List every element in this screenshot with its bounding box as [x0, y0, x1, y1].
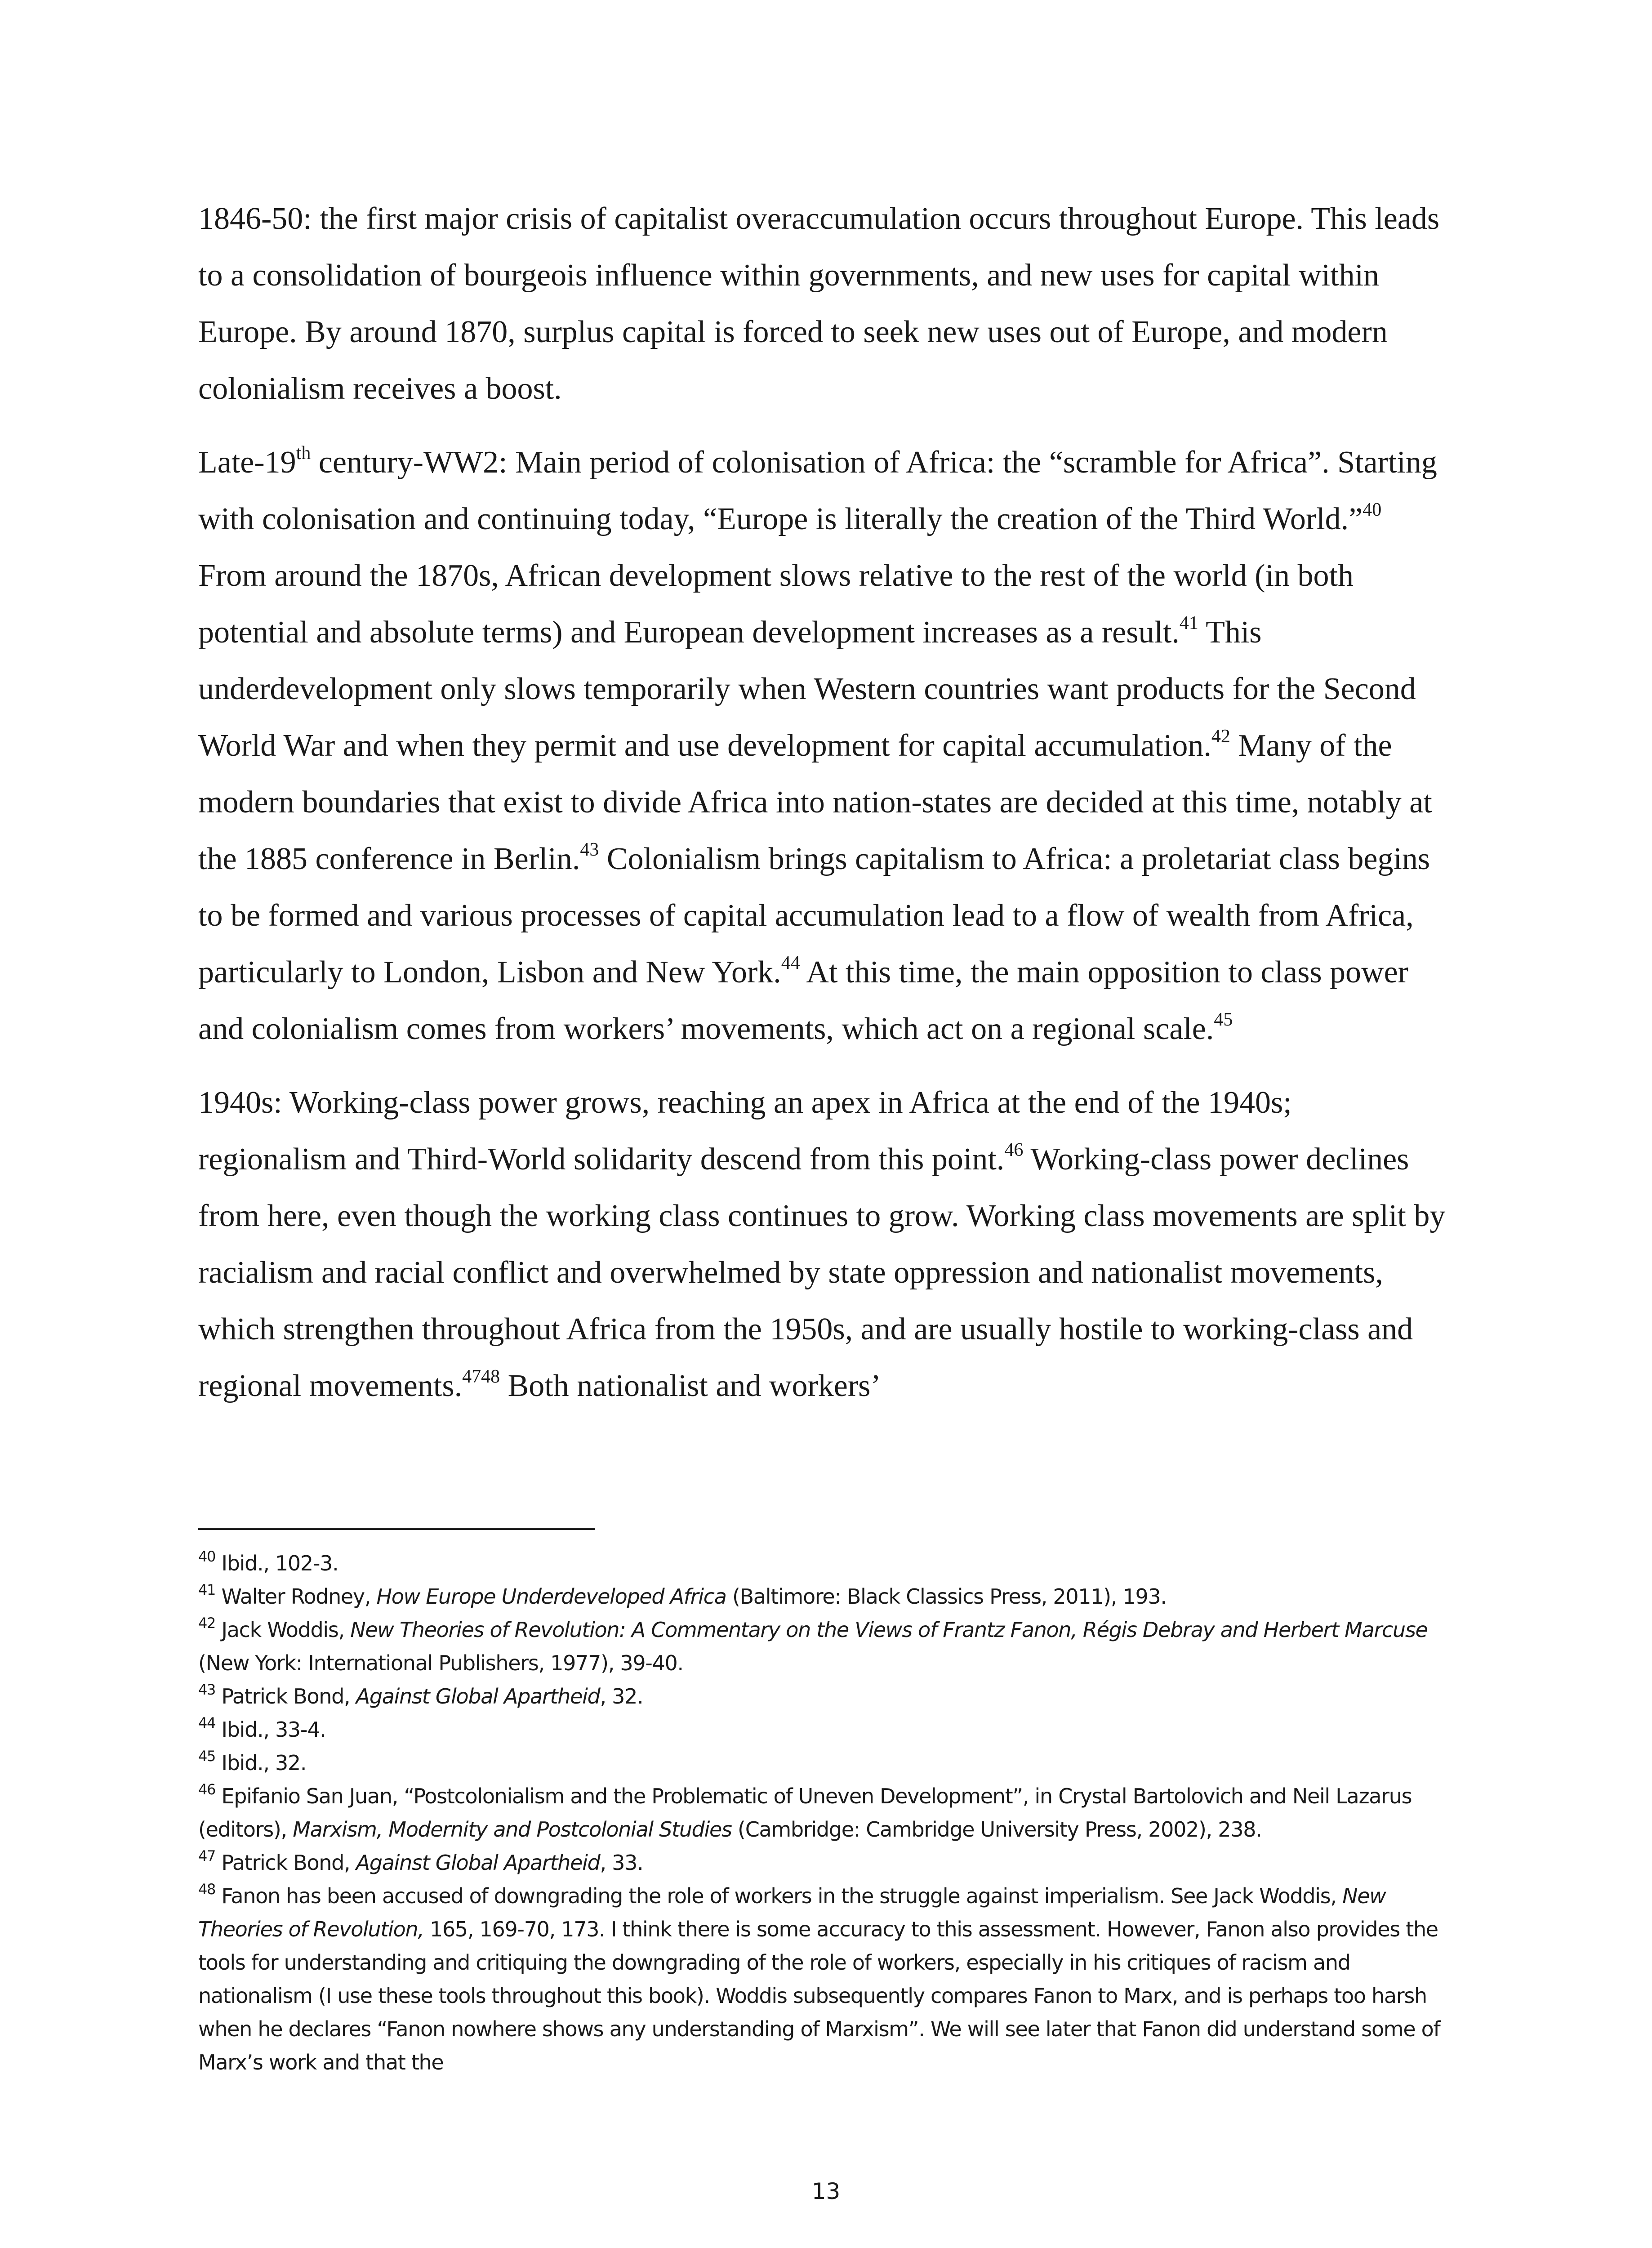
footnote-ref-47-48[interactable]: 4748 — [462, 1366, 500, 1387]
footnote-text: , 32. — [600, 1684, 643, 1708]
footnote-text: Patrick Bond, — [215, 1851, 356, 1875]
paragraph-text: 1846-50: the first major crisis of capitalist overaccumulation occurs throughout Europe. This leads to a consolidation of bourgeois influence within governments, and new uses for capital within Europe. By around 1870, surplus capital is forced to seek new uses out of Europe, and modern colonialism receives a boost. — [198, 201, 1440, 406]
footnote-title: Marxism, Modernity and Postcolonial Studies — [293, 1817, 732, 1842]
paragraph-text: Working-class power declines from here, even though the working class continues to grow. Working class movements are split by racialism and racial conflict and overwhelmed by state oppression and nationalist movements, which strengthen throughout Africa from the 1950s, and are usually hostile to working-class and regional movements. — [198, 1142, 1446, 1403]
footnote-number: 48 — [198, 1880, 216, 1898]
footnote-text: Ibid., 33-4. — [215, 1717, 326, 1742]
paragraph-text: This underdevelopment only slows temporarily when Western countries want products for the Second World War and when they permit and use development for capital accumulation. — [198, 615, 1416, 763]
footnote-ref-45[interactable]: 45 — [1214, 1009, 1233, 1030]
footnote-ref-41[interactable]: 41 — [1179, 612, 1198, 633]
body-text — [198, 191, 1446, 1432]
footnote-text: (New York: International Publishers, 1977), 39-40. — [198, 1651, 683, 1675]
footnote-text: Fanon has been accused of downgrading the role of workers in the struggle against imperialism. See Jack Woddis, — [215, 1884, 1343, 1908]
footnote-ref-42[interactable]: 42 — [1211, 726, 1230, 747]
footnote-title: Against Global Apartheid — [356, 1851, 600, 1875]
paragraph-text: century-WW2: Main period of colonisation of Africa: the “scramble for Africa”. Starting with colonisation and continuing today, “Europe is literally the creation of the Third World.” — [198, 445, 1437, 536]
footnote-45 — [198, 1746, 1452, 1780]
paragraph-late-19th-century — [198, 434, 1446, 1057]
footnote-text: (Baltimore: Black Classics Press, 2011), 193. — [726, 1584, 1167, 1609]
footnote-41 — [198, 1580, 1452, 1613]
footnote-number: 44 — [198, 1714, 216, 1731]
footnote-43 — [198, 1680, 1452, 1713]
paragraph-text: Many of the modern boundaries that exist to divide Africa into nation-states are decided at this time, notably at the 1885 conference in Berlin. — [198, 728, 1432, 876]
footnote-title: New Theories of Revolution: A Commentary on the Views of Frantz Fanon, Régis Debray and Herbert Marcuse — [350, 1618, 1428, 1642]
footnote-text: 165, 169-70, 173. I think there is some accuracy to this assessment. However, Fanon also provides the tools for understanding and critiquing the downgrading of the role of workers, especially in his critiques of racism and nationalism (I use these tools throughout this book). Woddis subsequently compares Fanon to Marx, and is perhaps too harsh when he declares “Fanon nowhere shows any understanding of Marxism”. We will see later that Fanon did understand some of Marx’s work and that the — [198, 1917, 1440, 2074]
footnote-separator — [198, 1528, 595, 1530]
footnote-number: 40 — [198, 1548, 216, 1565]
footnote-47 — [198, 1846, 1452, 1879]
footnote-46 — [198, 1780, 1452, 1846]
footnote-number: 43 — [198, 1681, 216, 1698]
footnote-text: , 33. — [600, 1851, 643, 1875]
paragraph-1846-50 — [198, 191, 1446, 417]
footnote-text: Walter Rodney, — [215, 1584, 377, 1609]
footnote-text: Epifanio San Juan, “Postcolonialism and the Problematic of Uneven Development”, in Crystal Bartolovich and Neil Lazarus (editors), — [198, 1784, 1412, 1842]
paragraph-text: 1940s: Working-class power grows, reaching an apex in Africa at the end of the 1940s; regionalism and Third-World solidarity descend from this point. — [198, 1085, 1292, 1177]
footnote-text: (Cambridge: Cambridge University Press, 2002), 238. — [731, 1817, 1262, 1842]
footnote-44 — [198, 1713, 1452, 1746]
footnote-number: 46 — [198, 1780, 216, 1798]
page-number: 13 — [811, 2178, 841, 2204]
footnote-ref-46[interactable]: 46 — [1004, 1139, 1024, 1160]
footnote-title: Against Global Apartheid — [356, 1684, 600, 1708]
paragraph-text: At this time, the main opposition to class power and colonialism comes from workers’ movements, which act on a regional scale. — [198, 955, 1408, 1046]
superscript-ordinal: th — [296, 442, 311, 464]
footnote-text: Ibid., 102-3. — [215, 1551, 338, 1575]
footnote-text: Ibid., 32. — [215, 1751, 307, 1775]
footnote-number: 47 — [198, 1847, 216, 1864]
footnote-48 — [198, 1879, 1452, 2079]
footnote-ref-40[interactable]: 40 — [1363, 499, 1382, 520]
paragraph-text: Colonialism brings capitalism to Africa: a proletariat class begins to be formed and various processes of capital accumulation lead to a flow of wealth from Africa, particularly to London, Lisbon and New York. — [198, 842, 1430, 990]
paragraph-1940s — [198, 1075, 1446, 1414]
paragraph-text: From around the 1870s, African development slows relative to the rest of the world (in both potential and absolute terms) and European development increases as a result. — [198, 558, 1354, 650]
footnote-ref-43[interactable]: 43 — [580, 839, 599, 860]
footnote-title: How Europe Underdeveloped Africa — [376, 1584, 726, 1609]
footnote-42 — [198, 1613, 1452, 1680]
footnotes — [198, 1547, 1452, 2079]
footnote-text: Jack Woddis, — [215, 1618, 351, 1642]
paragraph-text: Both nationalist and workers’ — [500, 1369, 881, 1403]
footnote-number: 42 — [198, 1614, 216, 1632]
paragraph-text: Late-19 — [198, 445, 296, 480]
footnote-text: Patrick Bond, — [215, 1684, 356, 1708]
footnote-number: 41 — [198, 1581, 216, 1598]
footnote-number: 45 — [198, 1747, 216, 1765]
footnote-ref-44[interactable]: 44 — [781, 952, 800, 973]
footnote-title: New Theories of Revolution, — [198, 1884, 1386, 1941]
footnote-40 — [198, 1547, 1452, 1580]
